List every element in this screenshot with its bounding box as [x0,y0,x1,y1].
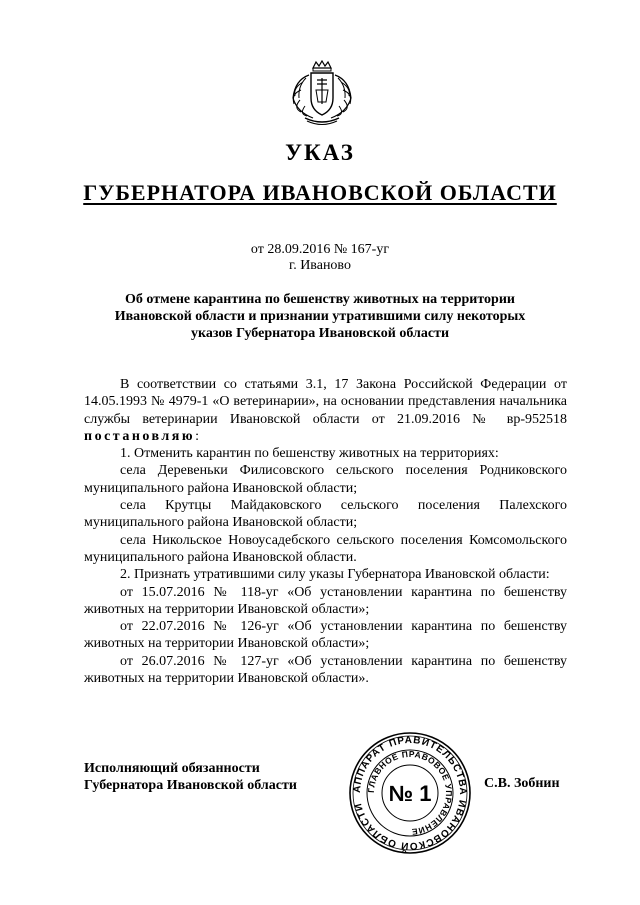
repealed-decree-2: от 22.07.2016 № 126-уг «Об установлении карантина по бешенству животных на территории Ивановской области»; [84,619,567,652]
village-1: села Деревеньки Филисовского сельского поселения Родниковского муниципального района Ивановской области; [84,463,567,496]
official-seal-stamp [348,731,472,855]
document-title: Об отмене карантина по бешенству животных на территории Ивановской области и признании утратившими силу некоторых указов Губернатора Ивановской области [114,292,526,341]
decree-colon: : [195,428,199,444]
issuer-text: ГУБЕРНАТОРА ИВАНОВСКОЙ ОБЛАСТИ [83,180,557,205]
village-2: села Крутцы Майдаковского сельского поселения Палехского муниципального района Ивановской области; [84,498,567,531]
document-type: УКАЗ [285,140,355,165]
signatory-position-line-1: Исполняющий обязанности [84,761,260,776]
item-2: 2. Признать утратившими силу указы Губернатора Ивановской области: [120,567,550,583]
village-3: села Никольское Новоусадебского сельского поселения Комсомольского муниципального района Ивановской области. [84,532,567,565]
document-city: г. Иваново [289,258,351,273]
document-body [84,376,567,687]
stamp-inner-text: ГЛАВНОЕ ПРАВОВОЕ УПРАВЛЕНИЕ [365,748,455,838]
repealed-decree-3: от 26.07.2016 № 127-уг «Об установлении карантина по бешенству животных на территории Ивановской области». [84,653,567,687]
signatory-position [84,760,297,794]
signatory-position-line-2: Губернатора Ивановской области [84,778,297,793]
decree-word: постановляю [84,428,196,444]
stamp-outer-text: АППАРАТ ПРАВИТЕЛЬСТВА ИВАНОВСКОЙ ОБЛАСТИ [351,734,469,852]
document-issuer [0,180,640,206]
coat-of-arms-emblem [287,60,357,128]
signatory-name: С.В. Зобнин [484,776,560,791]
stamp-number: № 1 [388,781,432,806]
item-1: 1. Отменить карантин по бешенству животных на территориях: [120,446,499,462]
repealed-decree-1: от 15.07.2016 № 118-уг «Об установлении карантина по бешенству животных на территории Ивановской области»; [84,584,567,617]
preamble-paragraph [84,376,567,445]
preamble-text: В соответствии со статьями 3.1, 17 Закона Российской Федерации от 14.05.1993 № 4979-1 «О ветеринарии», на основании представления начальника службы ветеринарии Ивановской области от 21.09.2016 № вр-952518 [84,377,567,427]
document-date-number: от 28.09.2016 № 167-уг [250,242,390,257]
